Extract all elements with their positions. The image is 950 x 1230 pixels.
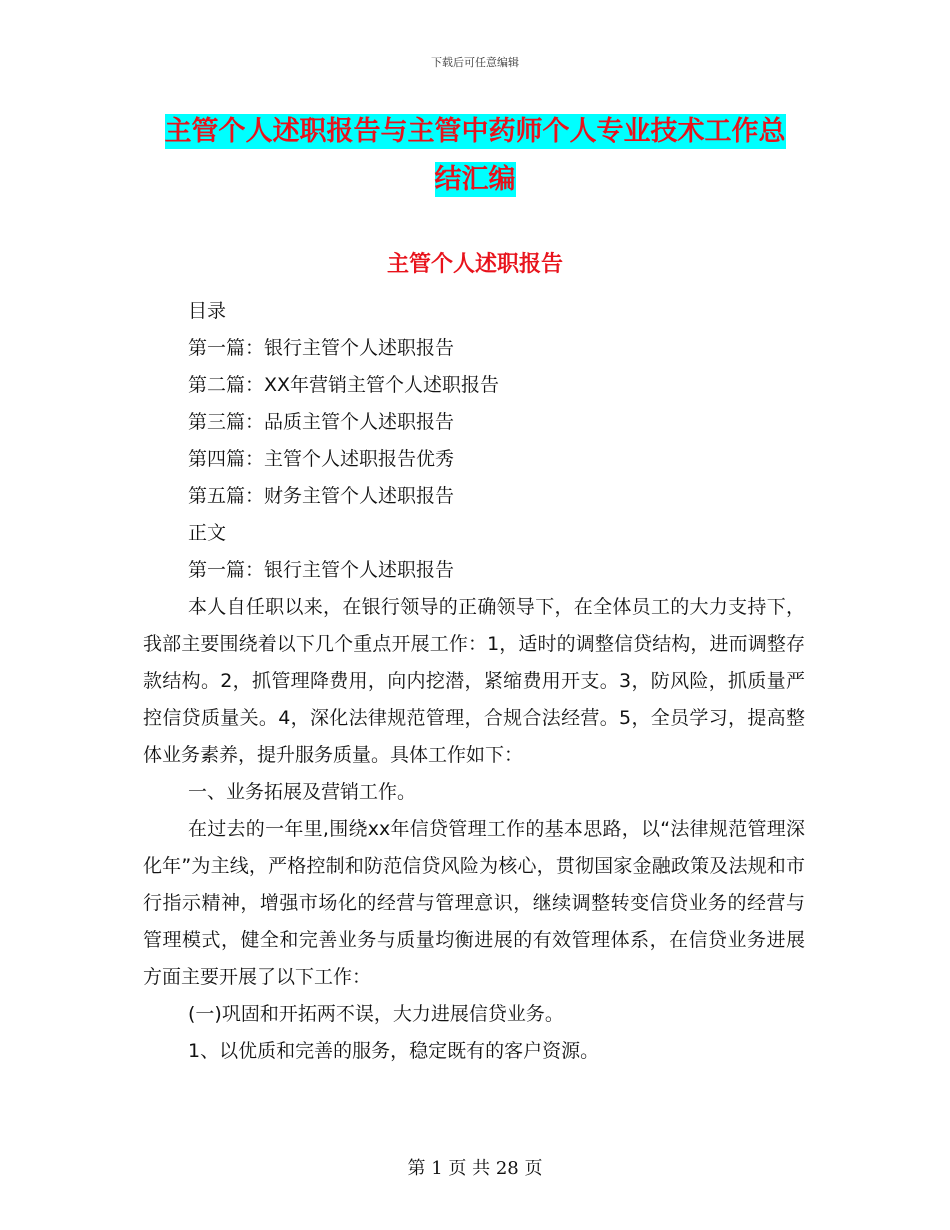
page-footer: 第 1 页 共 28 页 bbox=[407, 1158, 543, 1179]
document-body bbox=[143, 293, 805, 1070]
toc-item: 第二篇：XX年营销主管个人述职报告 bbox=[188, 374, 500, 396]
section-subtitle: 主管个人述职报告 bbox=[386, 251, 563, 277]
toc-item: 第三篇：品质主管个人述职报告 bbox=[188, 411, 455, 433]
paragraph: 在过去的一年里,围绕xx年信贷管理工作的基本思路，以“法律规范管理深化年”为主线，严格控制和防范信贷风险为核心，贯彻国家金融政策及法规和市行指示精神，增强市场化的经营与管理意识，继续调整转变信贷业务的经营与管理模式，健全和完善业务与质量均衡进展的有效管理体系，在信贷业务进展方面主要开展了以下工作： bbox=[143, 818, 805, 988]
heading: 一、业务拓展及营销工作。 bbox=[188, 781, 417, 803]
paragraph: 本人自任职以来，在银行领导的正确领导下，在全体员工的大力支持下，我部主要围绕着以下几个重点开展工作：1，适时的调整信贷结构，进而调整存款结构。2，抓管理降费用，向内挖潜，紧缩费用开支。3，防风险，抓质量严控信贷质量关。4，深化法律规范管理，合规合法经营。5，全员学习，提高整体业务素养，提升服务质量。具体工作如下： bbox=[143, 596, 805, 766]
toc-item: 第五篇：财务主管个人述职报告 bbox=[188, 485, 455, 507]
toc-item: 第一篇：银行主管个人述职报告 bbox=[188, 337, 455, 359]
toc-item: 第四篇：主管个人述职报告优秀 bbox=[188, 448, 455, 470]
page-header-note: 下载后可任意编辑 bbox=[431, 56, 519, 69]
zhengwen-label: 正文 bbox=[188, 522, 227, 544]
title-line-1: 主管个人述职报告与主管中药师个人专业技术工作总 bbox=[164, 116, 786, 147]
toc-heading: 目录 bbox=[188, 300, 227, 322]
section-title: 第一篇：银行主管个人述职报告 bbox=[188, 559, 455, 581]
title-line-2: 结汇编 bbox=[434, 164, 516, 195]
document-title bbox=[0, 108, 950, 204]
sub-heading: (一)巩固和开拓两不误，大力进展信贷业务。 bbox=[188, 1003, 564, 1025]
list-item: 1、以优质和完善的服务，稳定既有的客户资源。 bbox=[188, 1040, 600, 1062]
